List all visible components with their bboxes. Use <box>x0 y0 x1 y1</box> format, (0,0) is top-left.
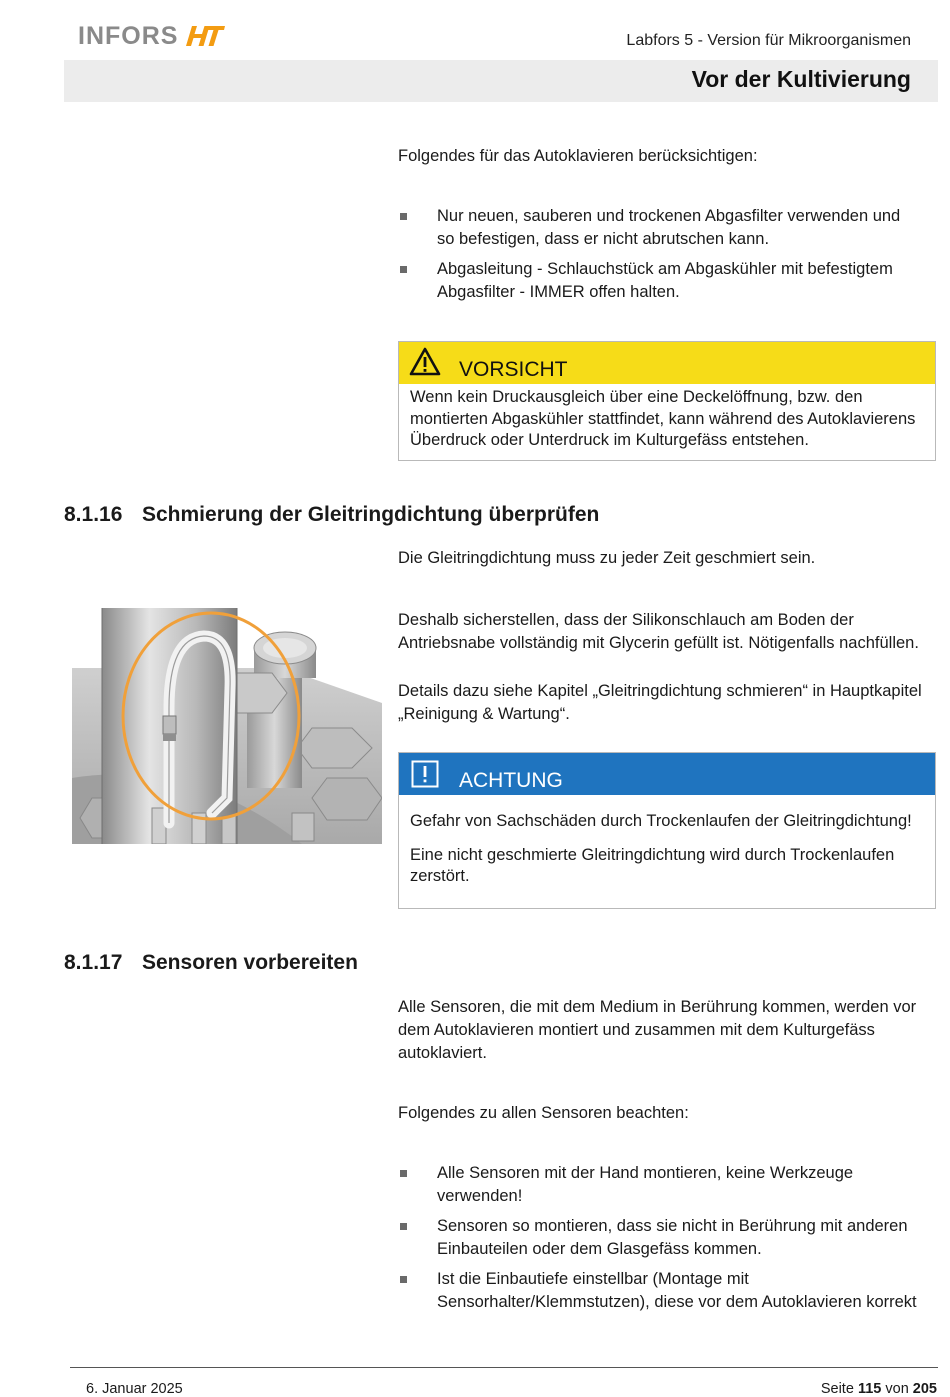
exclamation-box-icon <box>411 760 439 788</box>
sensors-para-2: Folgendes zu allen Sensoren beachten: <box>398 1104 689 1122</box>
logo-ht-mark <box>184 24 226 48</box>
total-pages: 205 <box>912 1381 937 1397</box>
attention-body <box>399 795 935 888</box>
caution-notice <box>398 341 936 461</box>
section-title: Sensoren vorbereiten <box>142 951 358 974</box>
list-item: Abgasleitung - Schlauchstück am Abgaskühler mit befestigtem Abgasfilter - IMMER offen halten. <box>398 258 918 304</box>
warning-triangle-icon <box>409 347 441 377</box>
current-page: 115 <box>857 1381 882 1397</box>
list-item: Alle Sensoren mit der Hand montieren, keine Werkzeuge verwenden! <box>398 1162 918 1208</box>
list-item: Nur neuen, sauberen und trockenen Abgasfilter verwenden und so befestigen, dass er nicht abrutschen kann. <box>398 205 918 251</box>
caution-text: Wenn kein Druckausgleich über eine Deckelöffnung, bzw. den montierten Abgaskühler stattfindet, kann während des Autoklavierens Überdruck oder Unterdruck im Kulturgefäss entstehen. <box>410 388 916 449</box>
attention-text-2: Eine nicht geschmierte Gleitringdichtung wird durch Trockenlaufen zerstört. <box>410 845 895 885</box>
list-item: Ist die Einbautiefe einstellbar (Montage mit Sensorhalter/Klemmstutzen), diese vor dem Autoklavieren korrekt <box>398 1268 918 1314</box>
lubrication-para-2: Deshalb sicherstellen, dass der Silikonschlauch am Boden der Antriebsnabe vollständig mit Glycerin gefüllt ist. Nötigenfalls nachfüllen. <box>398 611 919 652</box>
section-number: 8.1.16 <box>64 503 123 526</box>
page-number: Seite 115 von 205 <box>820 1381 937 1397</box>
lubrication-para-1: Die Gleitringdichtung muss zu jeder Zeit geschmiert sein. <box>398 549 816 567</box>
caution-body <box>399 384 935 452</box>
section-title: Schmierung der Gleitringdichtung überprüfen <box>142 503 600 526</box>
section-heading-8-1-17 <box>64 951 358 975</box>
document-title: Labfors 5 - Version für Mikroorganismen <box>626 32 911 49</box>
attention-notice <box>398 752 936 909</box>
section-heading-8-1-16 <box>64 503 599 527</box>
lubrication-para-3: Details dazu siehe Kapitel „Gleitringdichtung schmieren“ in Hauptkapitel „Reinigung & Wartung“. <box>398 682 922 723</box>
bullet-square-icon <box>400 213 407 220</box>
list-item: Sensoren so montieren, dass sie nicht in Berührung mit anderen Einbauteilen oder dem Glasgefäss kommen. <box>398 1215 918 1261</box>
logo-text: INFORS <box>78 21 179 50</box>
sensors-bullet-list <box>398 1162 918 1321</box>
bullet-square-icon <box>400 1170 407 1177</box>
autoclave-bullet-list <box>398 205 918 311</box>
company-logo <box>78 22 226 50</box>
sensors-para-1: Alle Sensoren, die mit dem Medium in Berührung kommen, werden vor dem Autoklavieren montiert und zusammen mit dem Kulturgefäss autoklaviert. <box>398 998 917 1062</box>
bullet-square-icon <box>400 1223 407 1230</box>
attention-header <box>399 753 935 795</box>
caution-header <box>399 342 935 384</box>
section-number: 8.1.17 <box>64 951 123 974</box>
drive-hub-illustration <box>72 608 382 844</box>
bullet-square-icon <box>400 266 407 273</box>
footer-divider <box>70 1367 938 1368</box>
footer-date: 6. Januar 2025 <box>86 1381 183 1397</box>
autoclave-intro: Folgendes für das Autoklavieren berücksichtigen: <box>398 147 758 165</box>
attention-text-1: Gefahr von Sachschäden durch Trockenlaufen der Gleitringdichtung! <box>410 812 912 830</box>
bullet-square-icon <box>400 1276 407 1283</box>
caution-title: VORSICHT <box>459 358 568 381</box>
chapter-title: Vor der Kultivierung <box>691 66 911 92</box>
attention-title: ACHTUNG <box>459 769 563 792</box>
